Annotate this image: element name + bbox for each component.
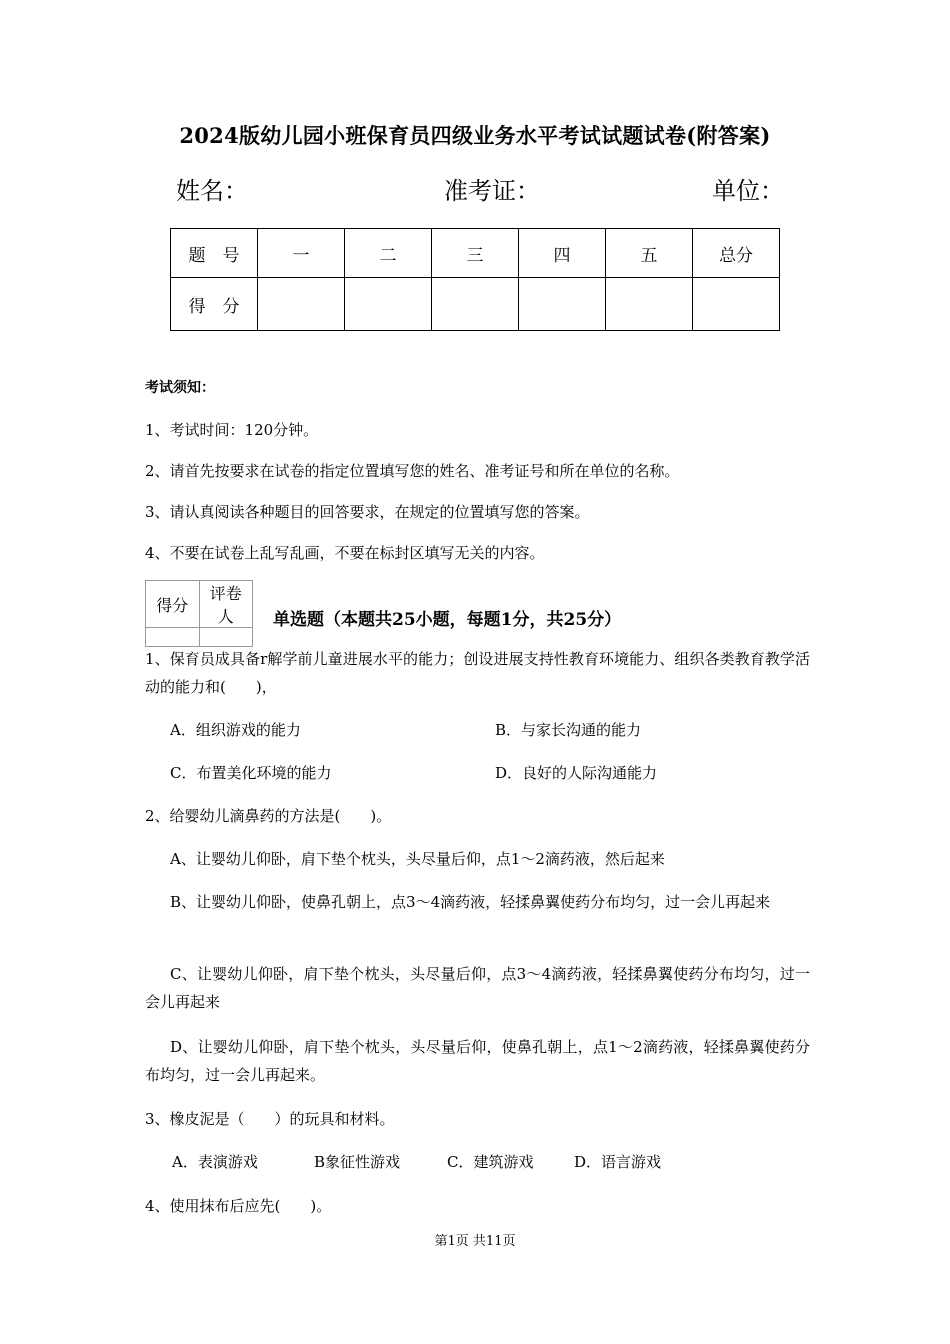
score-cell-1[interactable]: [258, 278, 345, 331]
page-title: 2024版幼儿园小班保育员四级业务水平考试试题试卷(附答案): [179, 123, 771, 148]
question-3-option-c[interactable]: C．建筑游戏: [447, 1153, 534, 1171]
score-table-header-cell: 五: [606, 229, 693, 278]
question-1-option-a[interactable]: A．组织游戏的能力: [170, 721, 301, 739]
score-table-header-cell: 四: [519, 229, 606, 278]
question-3-stem: 3、橡皮泥是（ ）的玩具和材料。: [145, 1110, 395, 1128]
score-cell-2[interactable]: [345, 278, 432, 331]
question-1-option-b[interactable]: B．与家长沟通的能力: [495, 721, 642, 739]
question-2-option-d[interactable]: D、让婴幼儿仰卧，肩下垫个枕头，头尽量后仰，使鼻孔朝上，点1～2滴药液，轻揉鼻翼使药分布均匀，过一会儿再起来。: [145, 1038, 810, 1084]
question-1-stem: 1、保育员成具备r解学前儿童进展水平的能力；创设进展支持性教育环境能力、组织各类教育教学活动的能力和( )，: [145, 650, 810, 696]
page-footer: 第1页 共11页: [434, 1234, 516, 1249]
score-table-header-cell: 题 号: [171, 229, 258, 278]
question-4-stem: 4、使用抹布后应先( )。: [145, 1197, 332, 1215]
exam-id-field-label: 准考证：: [444, 177, 540, 205]
grader-score-label: 得分: [146, 581, 200, 628]
score-table-header-cell: 二: [345, 229, 432, 278]
note-item-4: 4、不要在试卷上乱写乱画，不要在标封区填写无关的内容。: [145, 544, 545, 562]
question-2-option-b[interactable]: B、让婴幼儿仰卧，使鼻孔朝上，点3～4滴药液，轻揉鼻翼使药分布均匀，过一会儿再起来: [170, 893, 771, 911]
grader-name-label: 评卷人: [199, 581, 253, 628]
name-field-label: 姓名：: [176, 177, 248, 205]
score-table-row-label: 得 分: [171, 278, 258, 331]
question-2-option-a[interactable]: A、让婴幼儿仰卧，肩下垫个枕头，头尽量后仰，点1～2滴药液，然后起来: [170, 850, 665, 868]
score-cell-total[interactable]: [693, 278, 780, 331]
score-table-header-cell: 总分: [693, 229, 780, 278]
grader-score-cell[interactable]: [146, 628, 200, 647]
score-table-header-cell: 三: [432, 229, 519, 278]
score-table-header-row: [171, 229, 780, 278]
question-2-stem: 2、给婴幼儿滴鼻药的方法是( )。: [145, 807, 392, 825]
score-table-header-cell: 一: [258, 229, 345, 278]
score-table: [170, 228, 780, 331]
grader-box: [145, 580, 253, 647]
question-3-option-d[interactable]: D．语言游戏: [574, 1153, 662, 1171]
score-cell-4[interactable]: [519, 278, 606, 331]
score-cell-5[interactable]: [606, 278, 693, 331]
unit-field-label: 单位：: [712, 177, 784, 205]
grader-name-cell[interactable]: [199, 628, 253, 647]
question-1-option-d[interactable]: D．良好的人际沟通能力: [495, 764, 658, 782]
notes-heading: 考试须知：: [145, 380, 215, 396]
section-title: 单选题（本题共25小题，每题1分，共25分）: [273, 610, 622, 630]
score-table-score-row: [171, 278, 780, 331]
question-1-option-c[interactable]: C．布置美化环境的能力: [170, 764, 332, 782]
question-3-option-b[interactable]: B象征性游戏: [314, 1153, 401, 1171]
note-item-3: 3、请认真阅读各种题目的回答要求，在规定的位置填写您的答案。: [145, 503, 590, 521]
note-item-1: 1、考试时间：120分钟。: [145, 421, 319, 439]
score-cell-3[interactable]: [432, 278, 519, 331]
question-3-option-a[interactable]: A．表演游戏: [172, 1153, 258, 1171]
question-2-option-c[interactable]: C、让婴幼儿仰卧，肩下垫个枕头，头尽量后仰，点3～4滴药液，轻揉鼻翼使药分布均匀，过一会儿再起来: [145, 965, 810, 1011]
note-item-2: 2、请首先按要求在试卷的指定位置填写您的姓名、准考证号和所在单位的名称。: [145, 462, 680, 480]
